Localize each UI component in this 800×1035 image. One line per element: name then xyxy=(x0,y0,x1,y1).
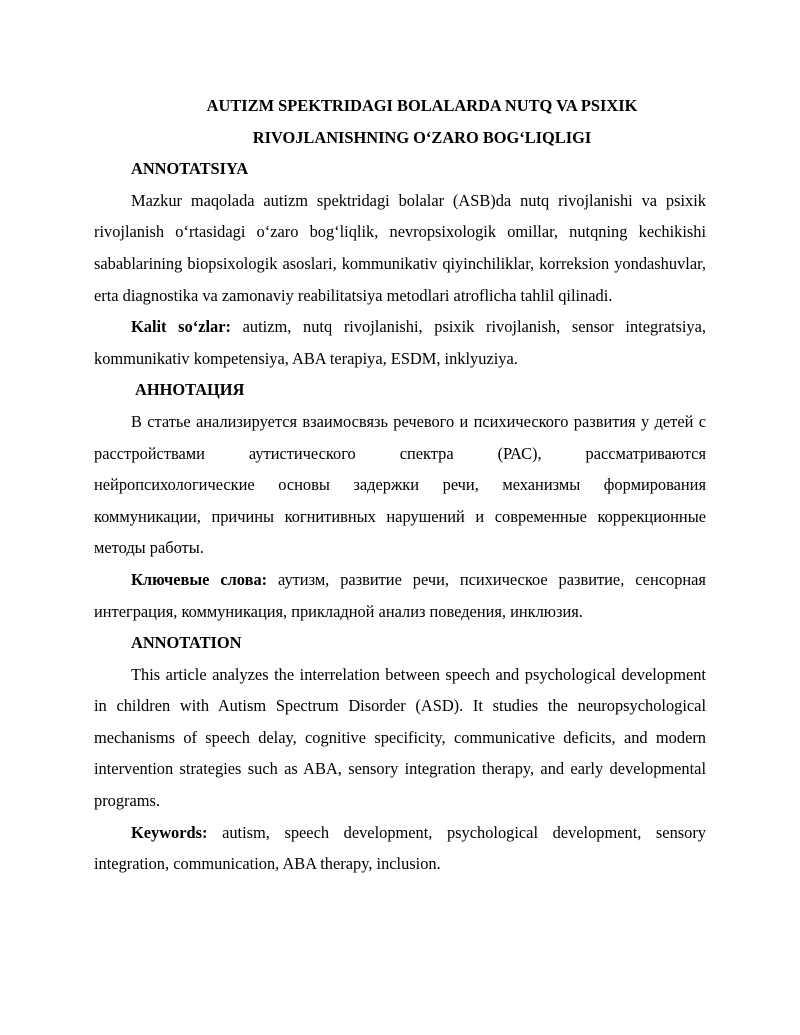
uz-abstract-section xyxy=(94,153,706,374)
ru-keywords-text: аутизм, развитие речи, психическое развитие, сенсорная интеграция, коммуникация, прикладной анализ поведения, инклюзия. xyxy=(94,569,706,621)
ru-abstract-heading: АННОТАЦИЯ xyxy=(135,380,245,400)
en-keywords xyxy=(94,817,706,880)
uz-keywords-label: Kalit so‘zlar: xyxy=(131,317,231,337)
title-line-2: RIVOJLANISHNING O‘ZARO BOG‘LIQLIGI xyxy=(252,127,592,147)
uz-abstract-text: Mazkur maqolada autizm spektridagi bolalar (ASB)da nutq rivojlanishi va psixik rivojlanish o‘rtasidagi o‘zaro bog‘liqlik, nevropsixologik omillar, nutqning kechikishi sabablarining biopsixologik asoslari, kommunikativ qiyinchiliklar, korreksion yondashuvlar, erta diagnostika va zamonaviy reabilitatsiya metodlari atroflicha tahlil qilinadi. xyxy=(94,190,706,305)
en-keywords-label: Keywords: xyxy=(131,822,208,842)
en-keywords-text: autism, speech development, psychological development, sensory integration, communication, ABA therapy, inclusion. xyxy=(94,822,706,874)
uz-keywords-text: autizm, nutq rivojlanishi, psixik rivojlanish, sensor integratsiya, kommunikativ kompetensiya, ABA terapiya, ESDM, inklyuziya. xyxy=(94,317,706,368)
ru-abstract-section xyxy=(94,374,706,627)
ru-keywords-label: Ключевые слова: xyxy=(131,569,268,589)
uz-keywords xyxy=(94,311,706,374)
ru-abstract-text: В статье анализируется взаимосвязь речевого и психического развития у детей с расстройствами аутистического спектра (РАС), рассматриваются нейропсихологические основы задержки речи, механизмы формирования коммуникации, причины когнитивных нарушений и современные коррекционные методы работы. xyxy=(94,411,706,558)
article-title xyxy=(94,90,706,153)
en-abstract-section xyxy=(94,627,706,880)
en-abstract-text: This article analyzes the interrelation between speech and psychological development in children with Autism Spectrum Disorder (ASD). It studies the neuropsychological mechanisms of speech delay, cognitive specificity, communicative deficits, and modern intervention strategies such as ABA, sensory integration therapy, and early developmental programs. xyxy=(94,664,706,811)
document-page xyxy=(94,90,706,880)
en-abstract-heading: ANNOTATION xyxy=(131,633,242,653)
title-line-1: AUTIZM SPEKTRIDAGI BOLALARDA NUTQ VA PSIXIK xyxy=(206,96,638,115)
uz-abstract-heading: ANNOTATSIYA xyxy=(131,159,249,179)
ru-keywords xyxy=(94,564,706,627)
